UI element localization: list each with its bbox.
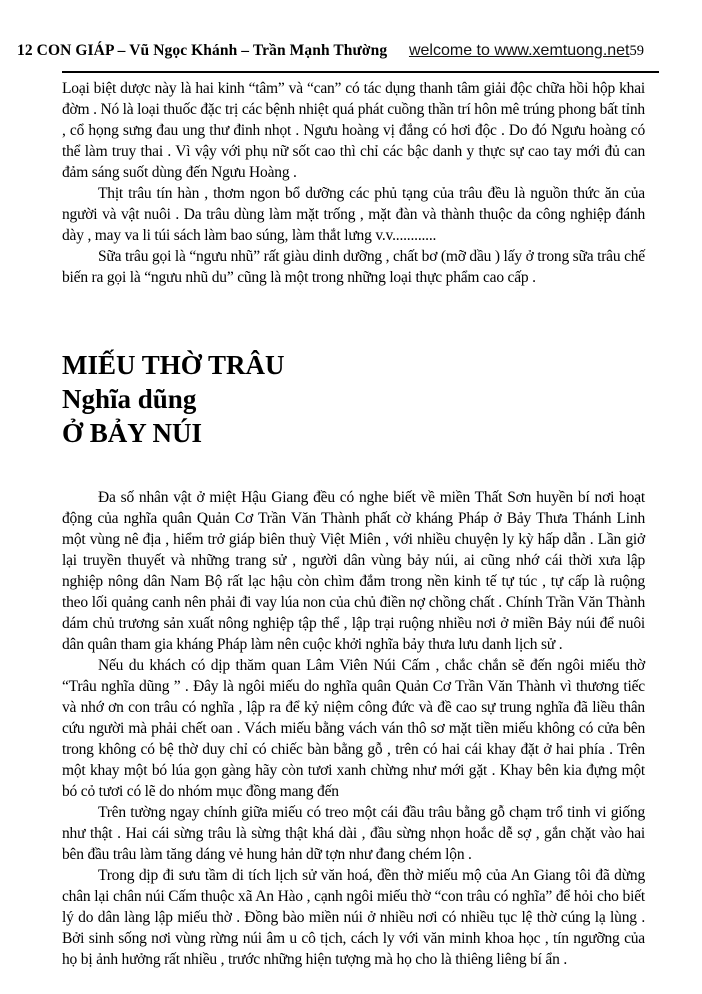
paragraph-body-1: Đa số nhân vật ở miệt Hậu Giang đều có nghe biết về miền Thất Sơn huyền bí nơi hoạt động của nghĩa quân Quản Cơ Trần Văn Thành phất cờ kháng Pháp ở Bảy Thưa Thánh Linh một vùng nê địa , hiểm trở giáp biên thuỳ Việt Miên , với nhiều chuyện ly kỳ hấp dẫn . Lần giở lại truyền thuyết và những trang sử , người dân vùng bảy núi, ai cũng nhớ cái thời xưa lập nghiệp nông dân Nam Bộ rất lạc hậu còn chìm đắm trong nền kinh tế tự túc , tự cấp là ruộng theo lối quảng canh nên phải đi vay lúa non của chủ điền nợ chồng chất . Chính Trần Văn Thành dám chủ trương sản xuất nông nghiệp tập thể , lập trại ruộng nhiều nơi ở miền Bảy núi để nuôi dân quân tham gia kháng Pháp làm nên cuộc khởi nghĩa bảy thưa lưu danh lịch sử . (62, 489, 645, 653)
section-heading-line-2: Nghĩa dũng (62, 384, 197, 414)
paragraph-body-3: Trên tường ngay chính giữa miếu có treo một cái đầu trâu bằng gỗ chạm trổ tinh vi giống như thật . Hai cái sừng trâu là sừng thật khá dài , đầu sừng nhọn hoắc dễ sợ , gắn chặt vào hai bên đầu trâu làm tăng dáng vẻ hung hản dữ tợn như đang chém lộn . (62, 804, 645, 863)
page-number: 59 (629, 43, 644, 59)
section-heading (62, 348, 645, 450)
header-rule (62, 71, 659, 73)
page-header (17, 42, 644, 60)
site-link[interactable]: welcome to www.xemtuong.net (408, 42, 630, 59)
paragraph-body-2: Nếu du khách có dịp thăm quan Lâm Viên Núi Cấm , chắc chắn sẽ đến ngôi miếu thờ “Trâu nghĩa dũng ” . Đây là ngôi miếu do nghĩa quân Quản Cơ Trần Văn Thành vì thương tiếc và nhớ ơn con trâu có nghĩa , lập ra để kỷ niệm công đức và đề cao sự trung nghĩa đã liều thân cứu người mà phải chết oan . Vách miếu bằng vách ván thô sơ mặt tiền miếu không có cửa bên trong không có bệ thờ duy chỉ có chiếc bàn bằng gỗ , trên có hai cái khay đặt ở hai phía . Trên một khay một bó lúa gọn gàng hãy còn tươi xanh chừng như mới gặt . Khay bên kia đựng một bó cỏ tươi có lẽ do nhóm mục đồng mang đến (62, 657, 645, 800)
section-heading-line-3: Ở BẢY NÚI (62, 418, 203, 448)
header-right-group (409, 42, 644, 60)
article-content (62, 78, 645, 970)
paragraph-intro-3: Sữa trâu gọi là “ngưu nhũ” rất giàu dinh dưỡng , chất bơ (mỡ dầu ) lấy ở trong sữa trâu chế biến ra gọi là “ngưu nhũ du” cũng là một trong những loại thực phẩm cao cấp . (62, 248, 645, 286)
paragraph-body-4: Trong dịp đi sưu tầm di tích lịch sử văn hoá, đền thờ miếu mộ của An Giang tôi đã dừng chân lại chân núi Cấm thuộc xã An Hào , cạnh ngôi miếu thờ “con trâu có nghĩa” để hỏi cho biết lý do dân làng lập miếu thờ . Đồng bào miền núi ở nhiều nơi có nhiều tục lệ thờ cúng lạ lùng . Bởi sinh sống nơi vùng rừng núi âm u cô tịch, cách ly với văn minh khoa học , tín ngưỡng của họ bị ảnh hưởng rất nhiều , trước những hiện tượng mà họ cho là thiêng liêng bí ẩn . (62, 867, 645, 968)
section-heading-line-1: MIẾU THỜ TRÂU (62, 350, 285, 380)
book-title: 12 CON GIÁP – Vũ Ngọc Khánh – Trần Mạnh Thường (17, 42, 388, 59)
paragraph-intro-1: Loại biệt dược này là hai kinh “tâm” và “can” có tác dụng thanh tâm giải độc chữa hồi hộp khai đờm . Nó là loại thuốc đặc trị các bệnh nhiệt quá phát cuồng thần trí hôn mê trúng phong bất tỉnh , cổ họng sưng đau ung thư đinh nhọt . Ngưu hoàng vị đắng có hơi độc . Do đó Ngưu hoàng có thể làm truy thai . Vì vậy với phụ nữ sốt cao thì chỉ các bậc danh y thực sự cao tay mới đủ can đảm sáng suốt dùng đến Ngưu Hoàng . (62, 80, 645, 181)
paragraph-intro-2: Thịt trâu tín hàn , thơm ngon bổ dưỡng các phủ tạng của trâu đều là nguồn thức ăn của người và vật nuôi . Da trâu dùng làm mặt trống , mặt đàn và thành thuộc da công nghiệp đánh dày , may va li túi sách làm bao súng, làm thắt lưng v.v............ (62, 185, 645, 244)
